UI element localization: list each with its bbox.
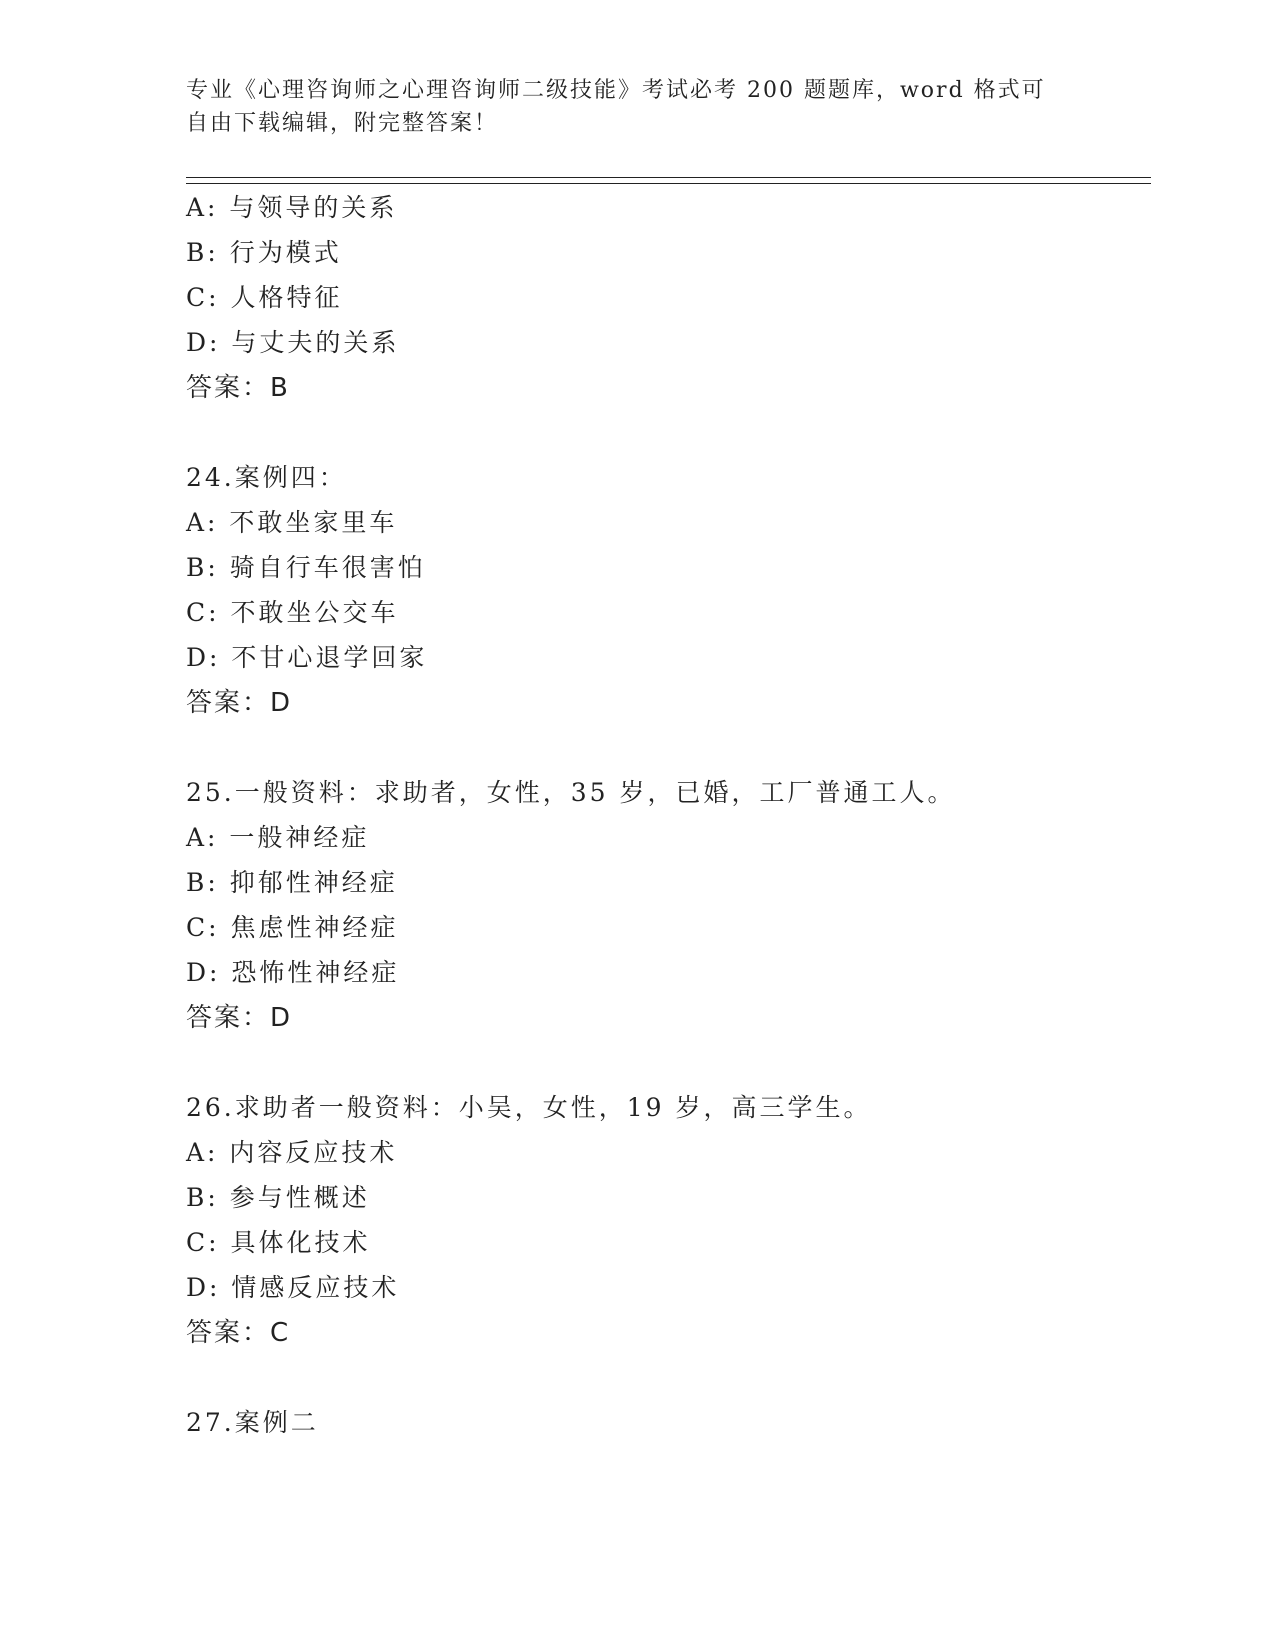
answer-line: 答案：B xyxy=(186,373,290,403)
header-divider-bottom xyxy=(186,183,1151,184)
answer-line: 答案：D xyxy=(186,688,293,718)
option-c: C: 具体化技术 xyxy=(186,1228,371,1257)
option-b: B: 参与性概述 xyxy=(186,1183,370,1212)
answer-line: 答案：C xyxy=(186,1318,291,1348)
option-c: C: 焦虑性神经症 xyxy=(186,913,399,942)
option-d: D: 情感反应技术 xyxy=(186,1273,400,1302)
option-b: B: 行为模式 xyxy=(186,238,342,267)
document-intro: 专业《心理咨询师之心理咨询师二级技能》考试必考 200 题题库，word 格式可自由下载编辑，附完整答案！ xyxy=(186,78,1046,136)
answer-line: 答案：D xyxy=(186,1003,293,1033)
question-24: 24.案例四： xyxy=(186,463,347,492)
option-d: D: 与丈夫的关系 xyxy=(186,328,400,357)
option-a: A: 内容反应技术 xyxy=(186,1138,398,1167)
option-d: D: 恐怖性神经症 xyxy=(186,958,400,987)
option-b: B: 骑自行车很害怕 xyxy=(186,553,426,582)
option-a: A: 一般神经症 xyxy=(186,823,370,852)
question-27: 27.案例二 xyxy=(186,1408,319,1437)
option-b: B: 抑郁性神经症 xyxy=(186,868,398,897)
option-c: C: 不敢坐公交车 xyxy=(186,598,399,627)
header-divider-top xyxy=(186,177,1151,178)
option-a: A: 不敢坐家里车 xyxy=(186,508,398,537)
option-d: D: 不甘心退学回家 xyxy=(186,643,428,672)
option-a: A: 与领导的关系 xyxy=(186,193,398,222)
option-c: C: 人格特征 xyxy=(186,283,343,312)
question-26: 26.求助者一般资料：小吴，女性，19 岁，高三学生。 xyxy=(186,1093,872,1122)
question-25: 25.一般资料：求助者，女性，35 岁，已婚，工厂普通工人。 xyxy=(186,778,956,807)
